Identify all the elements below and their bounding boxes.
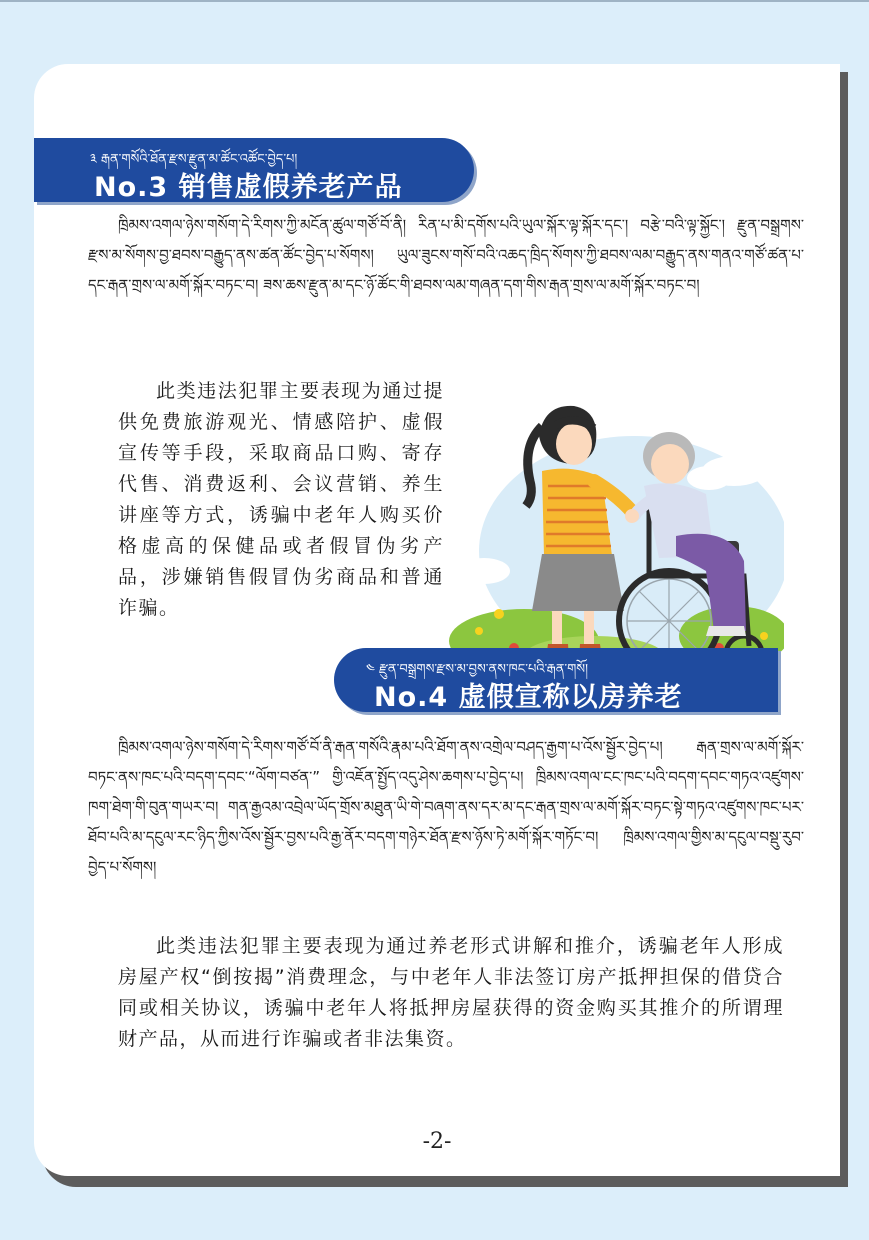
section-3-tibetan-paragraph: ཁྲིམས་འགལ་ཉེས་གསོག་དེ་རིགས་ཀྱི་མངོན་ཚུལ་གཙོ་བོ་ནི། རིན་པ་མི་དགོས་པའི་ཡུལ་སྐོར་ལྟ་སྐོར་དང་། བརྩེ་བའི་ལྟ་སྐྱོང་། རྫུན་བསྒྲགས་རྫས་མ་སོགས་བྱ་ཐབས་བརྒྱུད་ནས་ཚན་ཚོང་བྱེད་པ་སོགས། ཡུལ་ཟུངས་གསོ་བའི་འཆད་ཁྲིད་སོགས་ཀྱི་ཐབས་ལམ་བརྒྱུད་ནས་གནའ་གཙོ་ཚན་པ་དང་རྒན་གྲས་ལ་མགོ་སྐོར་བཏང་བ། ཟས་ཆས་རྫུན་མ་དང་ཉོ་ཚོང་གི་ཐབས་ལམ་གཞན་དག་གིས་རྒན་གྲས་ལ་མགོ་སྐོར་བཏང་བ། bbox=[88, 216, 804, 294]
section-4-title: No.4 虚假宣称以房养老 bbox=[374, 682, 683, 713]
section-4-chinese-paragraph: 此类违法犯罪主要表现为通过养老形式讲解和推介，诱骗老年人形成房屋产权“倒按揭”消费理念，与中老年人非法签订房产抵押担保的借贷合同或相关协议，诱骗中老年人将抵押房屋获得的资金购买其推介的所谓理财产品，从而进行诈骗或者非法集资。 bbox=[118, 935, 784, 1050]
document-page bbox=[34, 64, 840, 1176]
section-3-banner-tibetan: ༣ རྒན་གསོའི་ཐོན་རྫས་རྫུན་མ་ཚོང་འཚོང་བྱེད་པ། bbox=[90, 152, 298, 167]
page-number: -2- bbox=[422, 1129, 452, 1154]
section-3-chinese-paragraph: 此类违法犯罪主要表现为通过提供免费旅游观光、情感陪护、虚假宣传等手段，采取商品口购、寄存代售、消费返利、会议营销、养生讲座等方式，诱骗中老年人购买价格虚高的保健品或者假冒伪劣产品，涉嫌销售假冒伪劣商品和普通诈骗。 bbox=[118, 380, 444, 619]
section-3-banner bbox=[34, 138, 474, 202]
section-4-banner-tibetan: ༤ རྫུན་བསྒྲགས་རྫས་མ་བྱས་ནས་ཁང་པའི་རྒན་གསོ། bbox=[366, 662, 588, 677]
section-4-tibetan-paragraph: ཁྲིམས་འགལ་ཉེས་གསོག་དེ་རིགས་གཙོ་བོ་ནི་རྒན་གསོའི་རྣམ་པའི་ཐོག་ནས་འགྲེལ་བཤད་རྒྱག་པ་འོས་སྦྱོར་བྱེད་པ། རྒན་གྲས་ལ་མགོ་སྐོར་བཏང་ནས་ཁང་པའི་བདག་དབང་“ལོག་བཙན་” གྱི་འཇོན་སྤྱོད་འདུ་ཤེས་ཆགས་པ་བྱེད་པ། ཁྲིམས་འགལ་ངང་ཁང་པའི་བདག་དབང་གཏའ་འཛུགས་ཁག་ཐེག་གི་བུན་གཡར་བ། གན་རྒྱའམ་འབྲེལ་ཡོད་གྲོས་མཐུན་ཡི་གེ་བཞག་ནས་དར་མ་དང་རྒན་གྲས་ལ་མགོ་སྐོར་བཏང་སྟེ་གཏའ་འཛུགས་ཁང་པར་ཐོབ་པའི་མ་དངུལ་རང་ཉིད་ཀྱིས་འོས་སྦྱོར་བྱས་པའི་རྒྱ་ནོར་བདག་གཉེར་ཐོན་རྫས་ཉོས་ཏེ་མགོ་སྐོར་གཏོང་བ། ཁྲིམས་འགལ་གྱིས་མ་དངུལ་བསྡུ་རུབ་བྱེད་པ་སོགས། bbox=[88, 738, 804, 876]
illustration-girl-helping-elderly-woman-in-wheelchair bbox=[444, 386, 784, 686]
background-top-line bbox=[0, 0, 869, 2]
section-4-banner bbox=[334, 648, 778, 712]
section-3-title: No.3 销售虚假养老产品 bbox=[94, 172, 403, 203]
